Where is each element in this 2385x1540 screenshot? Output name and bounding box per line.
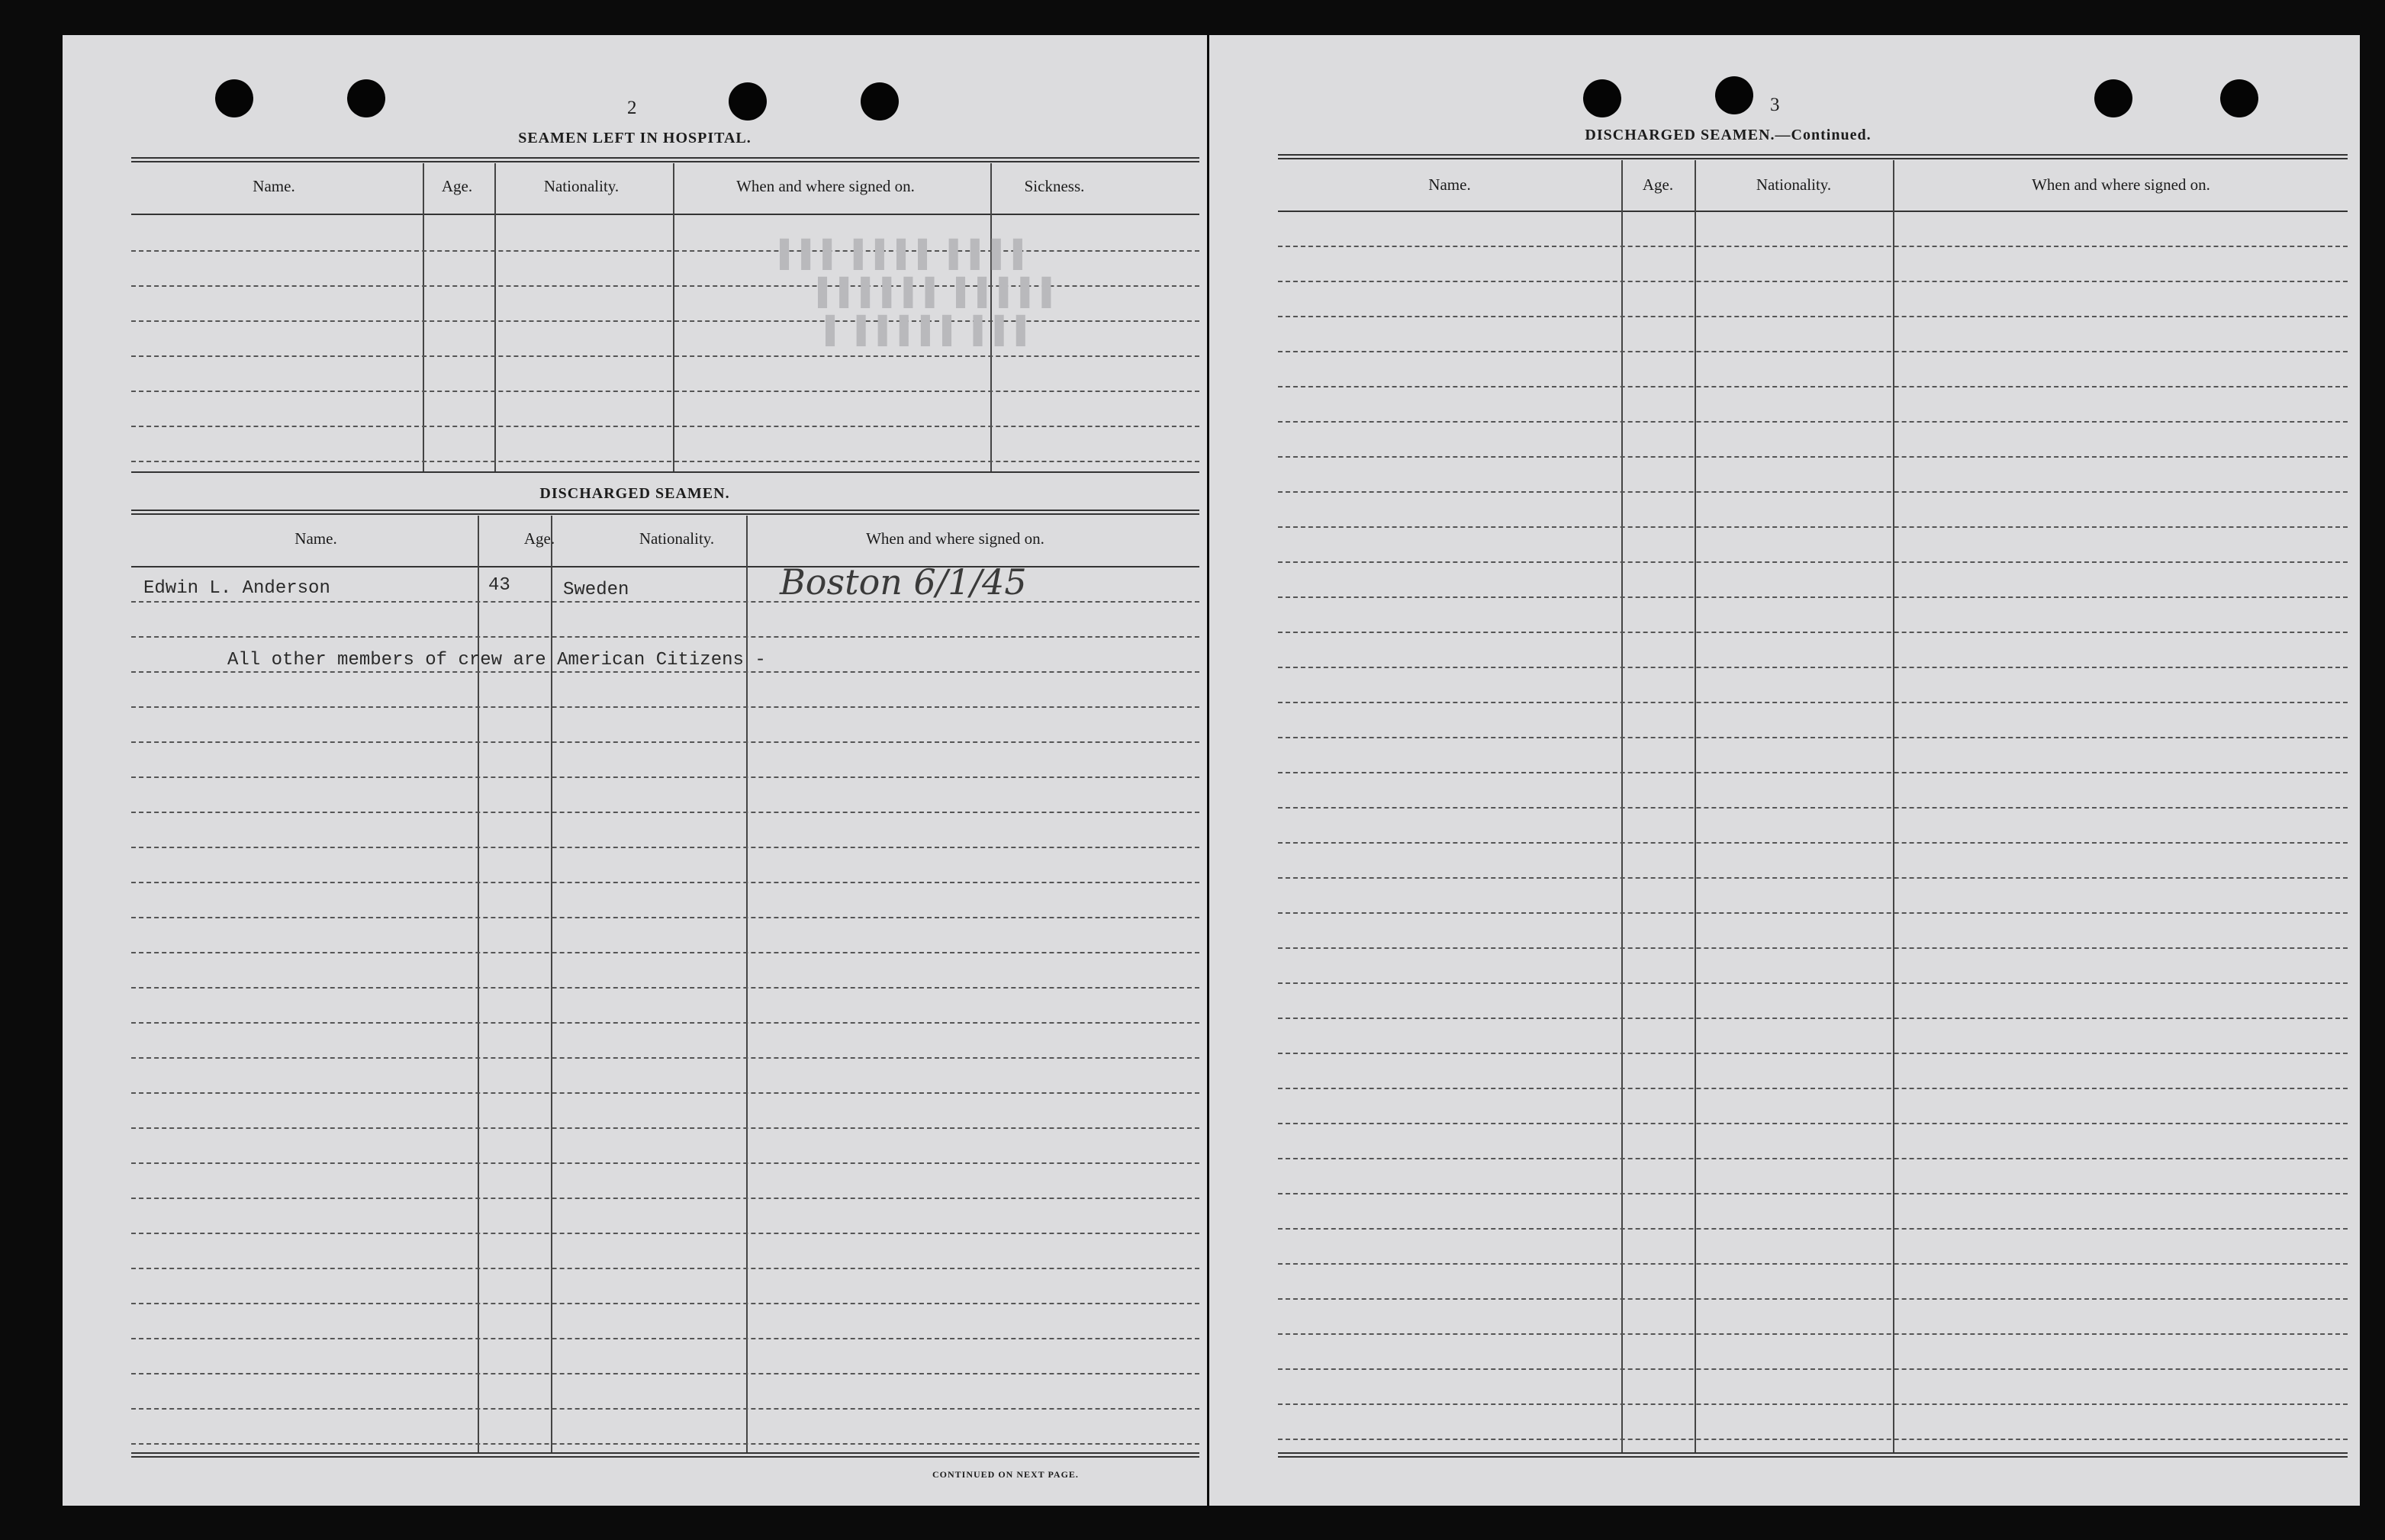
entry-line	[131, 601, 1199, 603]
entry-line	[1278, 281, 2348, 282]
punch-hole	[215, 79, 253, 117]
col-header-sickness: Sickness.	[1024, 177, 1085, 195]
bleed-through-stamp: ▌▌▌ ▌▌▌▌ ▌▌▌▌	[780, 240, 1035, 268]
col-header-nationality: Nationality.	[639, 529, 715, 548]
entry-line	[1278, 561, 2348, 563]
seaman-name: Edwin L. Anderson	[143, 578, 330, 599]
entry-line	[131, 1373, 1199, 1374]
entry-line	[1278, 1158, 2348, 1159]
entry-line	[131, 1443, 1199, 1445]
entry-line	[131, 1303, 1199, 1304]
page-number: 3	[1770, 95, 1780, 115]
entry-line	[131, 776, 1199, 778]
entry-line	[1278, 1263, 2348, 1265]
seaman-nationality: Sweden	[563, 580, 629, 600]
entry-line	[131, 1233, 1199, 1234]
column-divider	[1893, 160, 1894, 1452]
bleed-through-stamp: ▌▌▌▌▌▌ ▌▌▌▌▌	[818, 278, 1064, 307]
discharged-section-title: DISCHARGED SEAMEN.	[539, 485, 730, 502]
col-header-name: Name.	[253, 177, 295, 195]
header-rule	[131, 566, 1199, 567]
entry-line	[1278, 526, 2348, 528]
entry-line	[1278, 912, 2348, 914]
entry-line	[1278, 316, 2348, 317]
punch-hole	[2220, 79, 2258, 117]
continued-note: CONTINUED ON NEXT PAGE.	[932, 1469, 1079, 1480]
entry-line	[1278, 1403, 2348, 1405]
entry-line	[131, 671, 1199, 673]
entry-line	[1278, 351, 2348, 352]
entry-line	[1278, 1333, 2348, 1335]
col-header-age: Age.	[523, 529, 555, 548]
table-top-rule	[131, 510, 1199, 515]
entry-line	[1278, 842, 2348, 844]
entry-line	[1278, 632, 2348, 633]
entry-line	[1278, 1298, 2348, 1300]
signed-on-handwritten: Boston 6/1/45	[780, 561, 1027, 603]
entry-line	[131, 636, 1199, 638]
entry-line	[1278, 1439, 2348, 1440]
entry-line	[1278, 982, 2348, 984]
entry-line	[1278, 772, 2348, 773]
col-header-signed-on: When and where signed on.	[866, 529, 1044, 548]
right-page	[1209, 35, 2360, 1506]
entry-line	[131, 250, 1199, 252]
col-header-nationality: Nationality.	[1756, 175, 1832, 194]
section-rule	[131, 471, 1199, 473]
entry-line	[1278, 246, 2348, 247]
col-header-nationality: Nationality.	[543, 177, 620, 195]
column-divider	[1695, 160, 1696, 1452]
header-rule	[1278, 211, 2348, 212]
entry-line	[1278, 1053, 2348, 1054]
table-bottom-rule	[1278, 1452, 2348, 1458]
entry-line	[1278, 737, 2348, 738]
punch-hole	[861, 82, 899, 121]
entry-line	[131, 882, 1199, 883]
bleed-through-stamp: ▌ ▌▌▌▌▌ ▌▌▌	[826, 317, 1038, 345]
entry-line	[131, 1092, 1199, 1094]
seaman-age: 43	[488, 575, 510, 596]
entry-line	[1278, 421, 2348, 423]
entry-line	[1278, 1368, 2348, 1370]
entry-line	[131, 1408, 1199, 1410]
entry-line	[131, 320, 1199, 322]
entry-line	[131, 391, 1199, 392]
table-top-rule	[131, 157, 1199, 162]
entry-line	[131, 1022, 1199, 1024]
entry-line	[1278, 596, 2348, 598]
entry-line	[131, 426, 1199, 427]
left-page	[63, 35, 1207, 1506]
column-divider	[1621, 160, 1623, 1452]
punch-hole	[347, 79, 385, 117]
col-header-signed-on: When and where signed on.	[736, 177, 915, 195]
punch-hole	[2094, 79, 2132, 117]
entry-line	[1278, 702, 2348, 703]
col-header-age: Age.	[1642, 175, 1674, 194]
entry-line	[131, 1338, 1199, 1339]
entry-line	[131, 847, 1199, 848]
col-header-signed-on: When and where signed on.	[2032, 175, 2210, 194]
entry-line	[1278, 491, 2348, 493]
entry-line	[1278, 877, 2348, 879]
entry-line	[1278, 386, 2348, 387]
entry-line	[131, 1057, 1199, 1059]
col-header-name: Name.	[1428, 175, 1471, 194]
discharged-continued-title: DISCHARGED SEAMEN.—Continued.	[1585, 127, 1872, 143]
punch-hole	[1583, 79, 1621, 117]
entry-line	[1278, 456, 2348, 458]
table-top-rule	[1278, 154, 2348, 159]
col-header-name: Name.	[295, 529, 337, 548]
entry-line	[1278, 1228, 2348, 1230]
table-bottom-rule	[131, 1452, 1199, 1458]
entry-line	[131, 987, 1199, 989]
entry-line	[1278, 807, 2348, 809]
entry-line	[131, 1198, 1199, 1199]
entry-line	[1278, 667, 2348, 668]
entry-line	[1278, 1123, 2348, 1124]
entry-line	[131, 917, 1199, 918]
punch-hole	[729, 82, 767, 121]
entry-line	[131, 461, 1199, 462]
entry-line	[1278, 1088, 2348, 1089]
entry-line	[131, 1162, 1199, 1164]
entry-line	[131, 355, 1199, 357]
entry-line	[131, 812, 1199, 813]
page-number: 2	[627, 98, 637, 118]
crew-note: All other members of crew are American Citizens -	[227, 650, 766, 670]
entry-line	[1278, 1018, 2348, 1019]
header-rule	[131, 214, 1199, 215]
col-header-age: Age.	[441, 177, 473, 195]
entry-line	[131, 1127, 1199, 1129]
punch-hole	[1715, 76, 1753, 114]
entry-line	[1278, 1193, 2348, 1194]
hospital-section-title: SEAMEN LEFT IN HOSPITAL.	[518, 130, 752, 146]
entry-line	[131, 706, 1199, 708]
entry-line	[131, 1268, 1199, 1269]
entry-line	[1278, 947, 2348, 949]
entry-line	[131, 952, 1199, 953]
entry-line	[131, 741, 1199, 743]
